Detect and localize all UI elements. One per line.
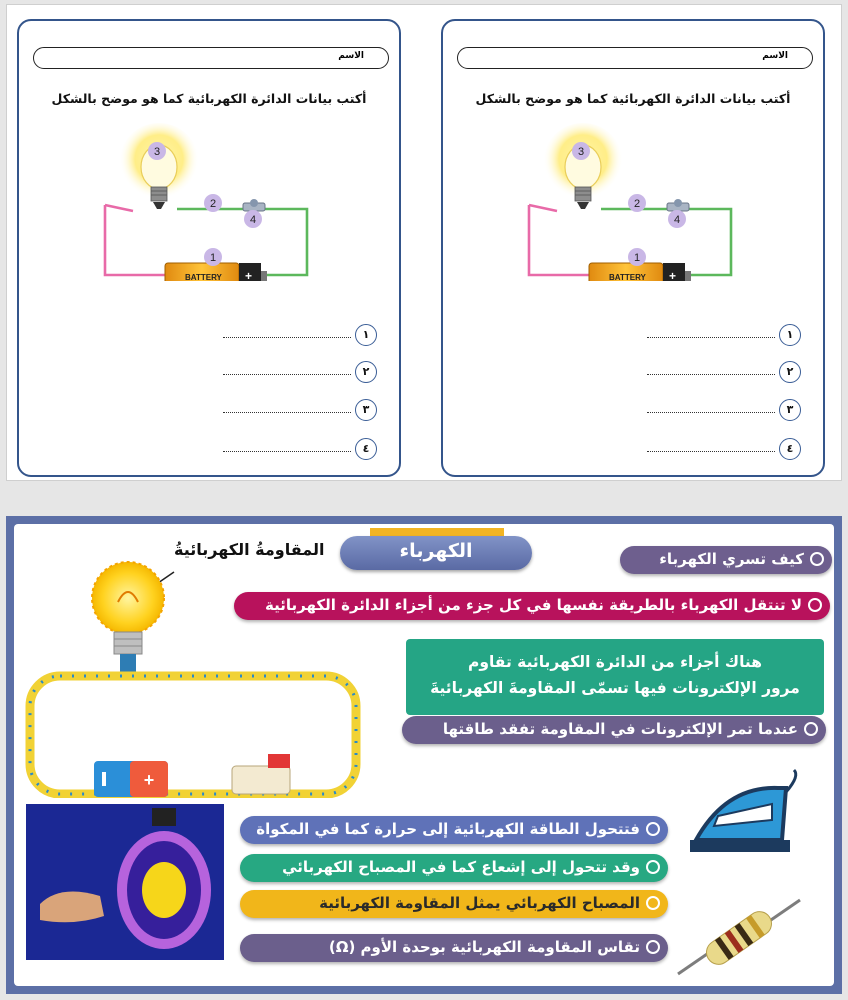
definition-line-2: مرور الإلكترونات فيها تسمّى المقاومةَ الكهربائيةَ — [430, 679, 800, 697]
marker-3 — [572, 142, 590, 160]
marker-1 — [628, 248, 646, 266]
name-field[interactable] — [457, 47, 813, 69]
bullet-text: وقد تتحول إلى إشعاع كما في المصباح الكهربائي — [282, 858, 640, 876]
slide-canvas — [14, 524, 834, 986]
marker-4-text: 4 — [249, 214, 257, 226]
wire-pink-top — [105, 205, 133, 211]
iron-icon — [686, 768, 806, 860]
answer-row-4 — [443, 437, 823, 461]
wire-pink-top — [529, 205, 557, 211]
circuit-diagram — [89, 121, 329, 281]
worksheet-title: أكتب بيانات الدائرة الكهربائية كما هو موضح بالشكل — [51, 91, 367, 106]
worksheet-card-left — [17, 19, 401, 477]
answer-line[interactable] — [223, 337, 351, 338]
marker-2 — [628, 194, 646, 212]
marker-4 — [668, 210, 686, 228]
bullet-text: تقاس المقاومة الكهربائية بوحدة الأوم (Ω) — [328, 938, 640, 956]
resistance-label: المقاومةُ الكهربائيةُ — [174, 540, 325, 559]
bullet-ohm-unit[interactable] — [240, 934, 668, 962]
bullet-how-electricity-flows[interactable] — [620, 546, 832, 574]
bullet-circle-icon — [808, 598, 822, 612]
answer-number: ١ — [779, 324, 801, 346]
slide-title: الكهرباء — [340, 536, 532, 570]
answer-line[interactable] — [223, 412, 351, 413]
answer-line[interactable] — [647, 412, 775, 413]
bullet-text: عندما تمر الإلكترونات في المقاومة تفقد طاقتها — [442, 720, 798, 738]
bullet-circle-icon — [646, 896, 660, 910]
answer-row-2 — [19, 360, 399, 384]
name-field[interactable] — [33, 47, 389, 69]
marker-1 — [204, 248, 222, 266]
answer-row-3 — [443, 398, 823, 422]
marker-2 — [204, 194, 222, 212]
bullet-energy-to-radiation[interactable] — [240, 854, 668, 882]
bullet-text: فتتحول الطاقة الكهربائية إلى حرارة كما في المكواة — [256, 820, 640, 838]
bullet-electrons-lose-energy[interactable] — [402, 716, 826, 744]
bullet-text: المصباح الكهربائي يمثل المقاومة الكهربائية — [319, 894, 640, 912]
answer-number: ٢ — [355, 361, 377, 383]
answer-line[interactable] — [223, 451, 351, 452]
bullet-circle-icon — [646, 860, 660, 874]
answer-line[interactable] — [647, 374, 775, 375]
marker-3-text: 3 — [153, 146, 161, 158]
lesson-slide — [6, 516, 842, 994]
marker-4 — [244, 210, 262, 228]
worksheet-panel — [6, 4, 842, 481]
name-label: الاسم — [338, 51, 364, 61]
marker-3 — [148, 142, 166, 160]
resistor-icon — [674, 896, 804, 980]
bullet-electricity-not-same[interactable] — [234, 592, 830, 620]
resistance-definition-box — [406, 639, 824, 715]
circuit-wire-loop — [30, 676, 356, 794]
bullet-text: لا تنتقل الكهرباء بالطريقة نفسها في كل جزء من أجزاء الدائرة الكهربائية — [265, 596, 802, 614]
answer-number: ٣ — [779, 399, 801, 421]
answer-row-3 — [19, 398, 399, 422]
answer-number: ٢ — [779, 361, 801, 383]
answer-number: ٣ — [355, 399, 377, 421]
name-label: الاسم — [762, 51, 788, 61]
circuit-diagram — [513, 121, 753, 281]
switch-icon — [667, 199, 689, 211]
battery-icon — [94, 761, 168, 797]
marker-4-text: 4 — [673, 214, 681, 226]
marker-3-text: 3 — [577, 146, 585, 158]
worksheet-card-right — [441, 19, 825, 477]
worksheet-title: أكتب بيانات الدائرة الكهربائية كما هو موضح بالشكل — [475, 91, 791, 106]
bulb-circuit-illustration — [18, 536, 364, 798]
marker-2-text: 2 — [633, 198, 641, 210]
marker-1-text: 1 — [209, 252, 217, 264]
answer-row-1 — [443, 323, 823, 347]
bulb-icon — [92, 562, 164, 672]
answer-row-1 — [19, 323, 399, 347]
definition-line-1: هناك أجزاء من الدائرة الكهربائية تقاوم — [467, 653, 762, 671]
battery-icon — [165, 263, 267, 281]
battery-plus: + — [245, 269, 253, 281]
plasma-bulb-image — [26, 804, 224, 960]
answer-line[interactable] — [647, 337, 775, 338]
bullet-circle-icon — [810, 552, 824, 566]
answer-line[interactable] — [223, 374, 351, 375]
switch-icon — [232, 754, 290, 794]
answer-row-2 — [443, 360, 823, 384]
bullet-energy-to-heat[interactable] — [240, 816, 668, 844]
svg-text:+: + — [143, 770, 155, 790]
answer-line[interactable] — [647, 451, 775, 452]
bullet-circle-icon — [646, 822, 660, 836]
bullet-circle-icon — [646, 940, 660, 954]
answer-number: ٤ — [355, 438, 377, 460]
bullet-text: كيف تسري الكهرباء — [659, 550, 804, 568]
marker-2-text: 2 — [209, 198, 217, 210]
bullet-circle-icon — [804, 722, 818, 736]
answer-number: ١ — [355, 324, 377, 346]
battery-label: BATTERY — [185, 273, 222, 281]
marker-1-text: 1 — [633, 252, 641, 264]
bullet-bulb-is-resistance[interactable] — [240, 890, 668, 918]
answer-number: ٤ — [779, 438, 801, 460]
switch-icon — [243, 199, 265, 211]
plasma-bulb-photo — [26, 804, 224, 960]
battery-plus: + — [669, 269, 677, 281]
battery-icon — [589, 263, 691, 281]
answer-row-4 — [19, 437, 399, 461]
battery-label: BATTERY — [609, 273, 646, 281]
